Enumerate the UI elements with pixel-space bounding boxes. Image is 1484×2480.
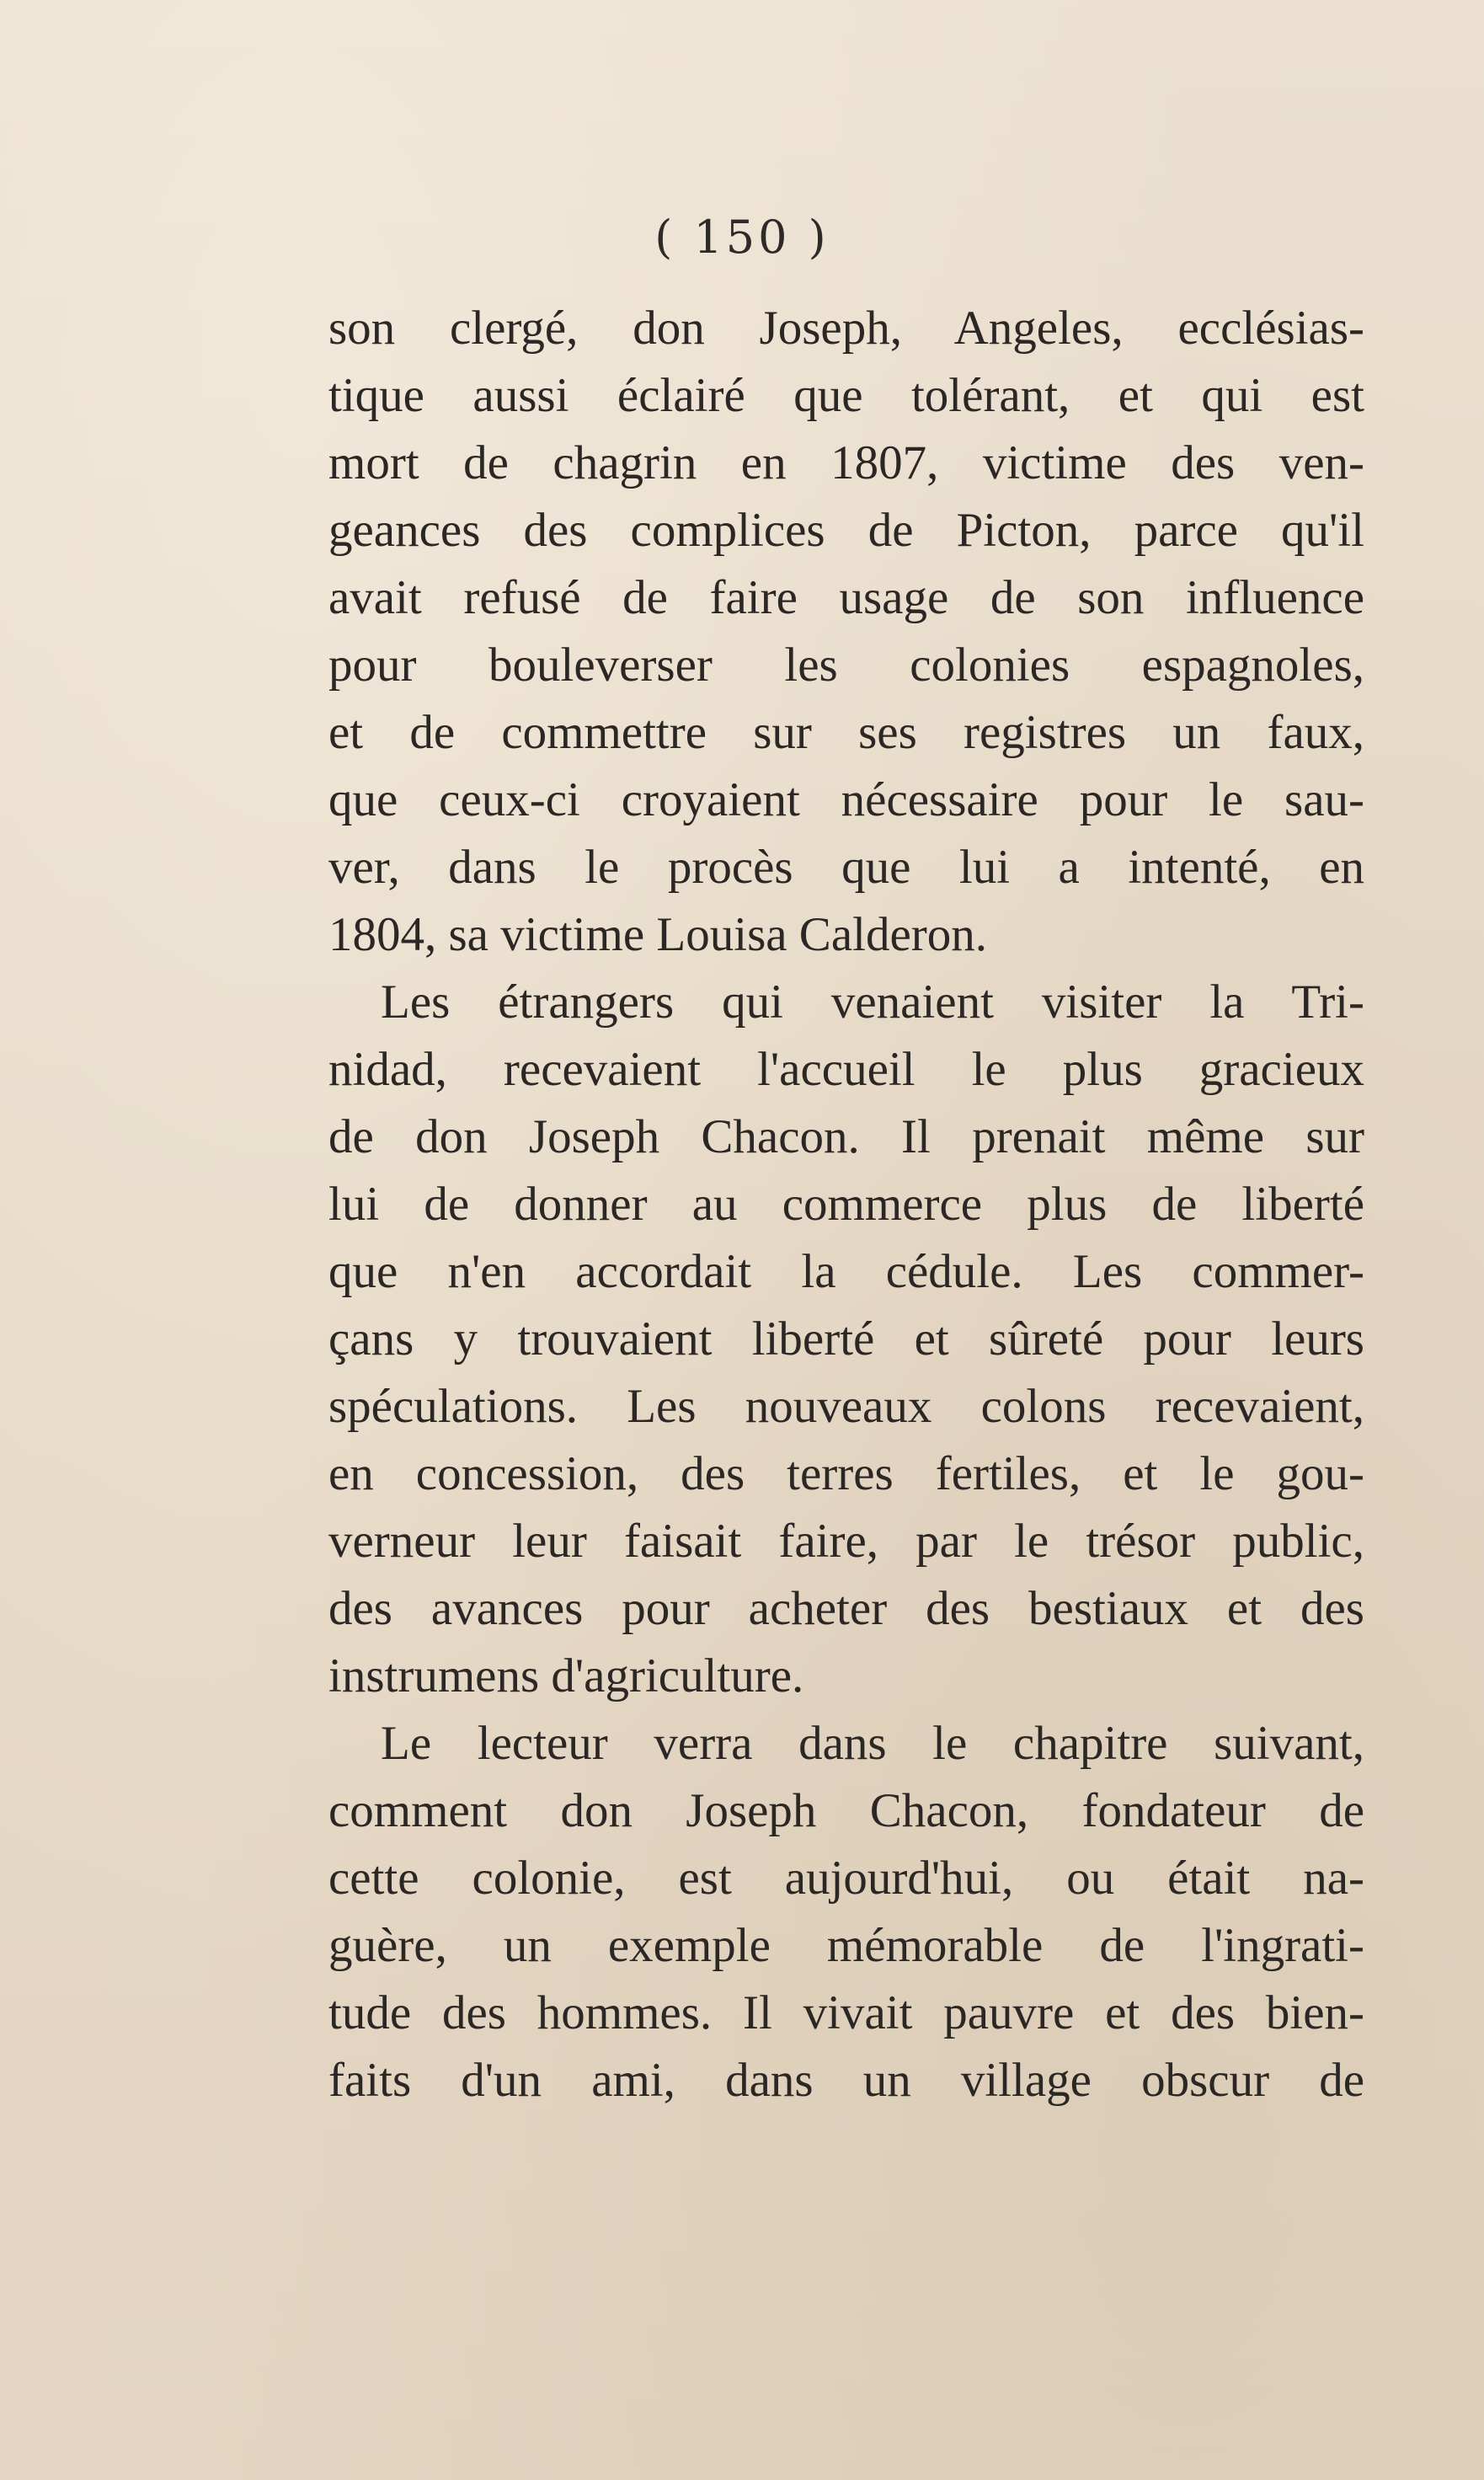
- page-number: ( 150 ): [654, 211, 830, 264]
- text-line: mort de chagrin en 1807, victime des ven-: [328, 436, 1364, 489]
- text-line: cette colonie, est aujourd'hui, ou était na-: [328, 1852, 1364, 1905]
- text-line: ver, dans le procès que lui a intenté, en: [328, 841, 1364, 894]
- body-text: [328, 295, 1364, 2114]
- text-line: et de commettre sur ses registres un faux,: [328, 706, 1364, 759]
- text-line: guère, un exemple mémorable de l'ingrati-: [328, 1919, 1364, 1972]
- text-line: tique aussi éclairé que tolérant, et qui est: [328, 369, 1364, 422]
- text-line: avait refusé de faire usage de son influence: [328, 571, 1364, 624]
- text-line: spéculations. Les nouveaux colons recevaient,: [328, 1380, 1364, 1433]
- text-line: comment don Joseph Chacon, fondateur de: [328, 1784, 1364, 1837]
- text-line: faits d'un ami, dans un village obscur de: [328, 2054, 1364, 2107]
- text-line: nidad, recevaient l'accueil le plus gracieux: [328, 1043, 1364, 1096]
- text-line: en concession, des terres fertiles, et le gou-: [328, 1447, 1364, 1500]
- text-line: lui de donner au commerce plus de liberté: [328, 1178, 1364, 1231]
- text-line: que ceux-ci croyaient nécessaire pour le sau-: [328, 773, 1364, 826]
- text-line: que n'en accordait la cédule. Les commer-: [328, 1245, 1364, 1298]
- paragraph-last-line: 1804, sa victime Louisa Calderon.: [328, 908, 987, 961]
- paragraph-first-line: Les étrangers qui venaient visiter la Tri-: [381, 975, 1364, 1029]
- text-line: de don Joseph Chacon. Il prenait même sur: [328, 1110, 1364, 1163]
- text-line: pour bouleverser les colonies espagnoles,: [328, 639, 1364, 692]
- text-line: tude des hommes. Il vivait pauvre et des bien-: [328, 1986, 1364, 2039]
- paragraph-first-line: Le lecteur verra dans le chapitre suivant,: [381, 1717, 1364, 1770]
- text-line: son clergé, don Joseph, Angeles, ecclésias-: [328, 302, 1364, 355]
- paragraph-last-line: instrumens d'agriculture.: [328, 1649, 804, 1702]
- text-line: çans y trouvaient liberté et sûreté pour leurs: [328, 1312, 1364, 1366]
- text-line: des avances pour acheter des bestiaux et des: [328, 1582, 1364, 1635]
- text-line: verneur leur faisait faire, par le trésor public,: [328, 1515, 1364, 1568]
- text-line: geances des complices de Picton, parce qu'il: [328, 504, 1364, 557]
